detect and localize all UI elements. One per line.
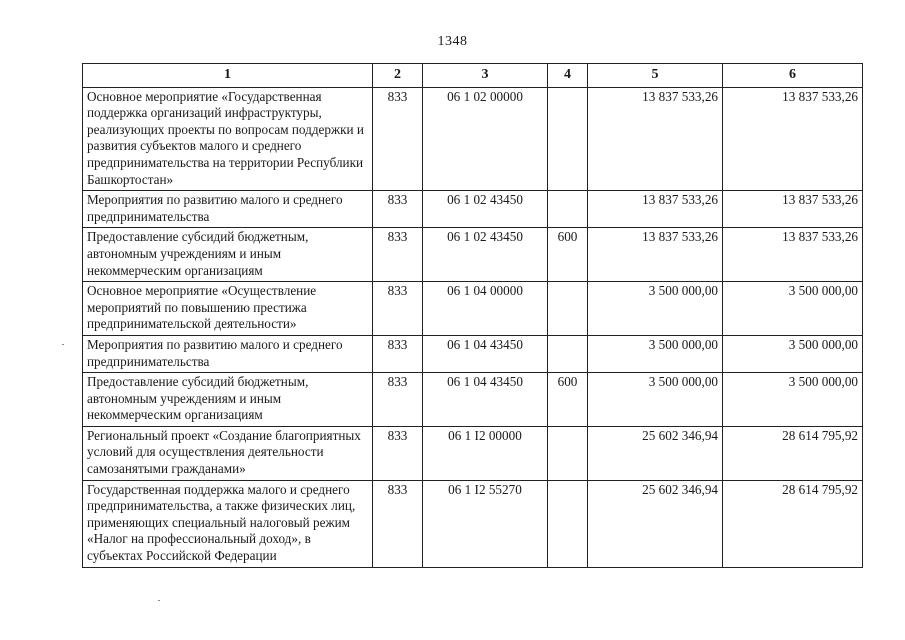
- scan-speck: [62, 344, 64, 345]
- row-col6: 13 837 533,26: [723, 191, 863, 228]
- row-name: Региональный проект «Создание благоприятных условий для осуществления деятельности самозанятыми гражданами»: [83, 426, 373, 480]
- row-col2: 833: [373, 87, 423, 191]
- row-name: Предоставление субсидий бюджетным, автономным учреждениям и иным некоммерческим организациям: [83, 228, 373, 282]
- row-col6: 28 614 795,92: [723, 426, 863, 480]
- row-col5: 25 602 346,94: [588, 480, 723, 567]
- table-row: [83, 87, 863, 191]
- scan-speck: [158, 600, 160, 601]
- table-row: [83, 426, 863, 480]
- row-col6: 3 500 000,00: [723, 335, 863, 372]
- row-col5: 13 837 533,26: [588, 191, 723, 228]
- row-col2: 833: [373, 426, 423, 480]
- row-name: Государственная поддержка малого и среднего предпринимательства, а также физических лиц, применяющих специальный налоговый режим «Налог на профессиональный доход», в субъектах Российской Федерации: [83, 480, 373, 567]
- row-col6: 13 837 533,26: [723, 228, 863, 282]
- table-row: [83, 191, 863, 228]
- row-col3: 06 1 02 00000: [423, 87, 548, 191]
- row-col4: [548, 480, 588, 567]
- row-col3: 06 1 I2 00000: [423, 426, 548, 480]
- row-col4: [548, 282, 588, 336]
- header-cell-6: 6: [723, 64, 863, 88]
- row-col2: 833: [373, 480, 423, 567]
- row-col4: [548, 191, 588, 228]
- header-cell-2: 2: [373, 64, 423, 88]
- table-row: [83, 373, 863, 427]
- table-row: [83, 480, 863, 567]
- table-row: [83, 335, 863, 372]
- header-row: [83, 64, 863, 88]
- header-cell-3: 3: [423, 64, 548, 88]
- row-col6: 3 500 000,00: [723, 373, 863, 427]
- row-name: Основное мероприятие «Осуществление мероприятий по повышению престижа предпринимательской деятельности»: [83, 282, 373, 336]
- row-name: Основное мероприятие «Государственная поддержка организаций инфраструктуры, реализующих проекты по вопросам поддержки и развития субъектов малого и среднего предпринимательства на территории Республики Башкортостан»: [83, 87, 373, 191]
- row-col5: 13 837 533,26: [588, 87, 723, 191]
- table-header: [83, 64, 863, 88]
- row-col3: 06 1 02 43450: [423, 228, 548, 282]
- row-col4: 600: [548, 373, 588, 427]
- row-col4: [548, 87, 588, 191]
- row-col5: 3 500 000,00: [588, 373, 723, 427]
- header-cell-4: 4: [548, 64, 588, 88]
- row-col2: 833: [373, 282, 423, 336]
- row-col3: 06 1 I2 55270: [423, 480, 548, 567]
- row-col3: 06 1 04 00000: [423, 282, 548, 336]
- row-col4: [548, 335, 588, 372]
- table-body: [83, 87, 863, 567]
- row-col2: 833: [373, 335, 423, 372]
- row-col4: [548, 426, 588, 480]
- row-col6: 3 500 000,00: [723, 282, 863, 336]
- page-number: 1348: [437, 34, 468, 49]
- row-col3: 06 1 02 43450: [423, 191, 548, 228]
- row-name: Мероприятия по развитию малого и среднего предпринимательства: [83, 191, 373, 228]
- row-col5: 3 500 000,00: [588, 282, 723, 336]
- row-col3: 06 1 04 43450: [423, 373, 548, 427]
- row-col5: 3 500 000,00: [588, 335, 723, 372]
- row-col3: 06 1 04 43450: [423, 335, 548, 372]
- row-name: Предоставление субсидий бюджетным, автономным учреждениям и иным некоммерческим организациям: [83, 373, 373, 427]
- budget-table: [82, 63, 863, 568]
- row-col2: 833: [373, 373, 423, 427]
- row-name: Мероприятия по развитию малого и среднего предпринимательства: [83, 335, 373, 372]
- table-row: [83, 228, 863, 282]
- header-cell-1: 1: [83, 64, 373, 88]
- header-cell-5: 5: [588, 64, 723, 88]
- row-col5: 13 837 533,26: [588, 228, 723, 282]
- row-col4: 600: [548, 228, 588, 282]
- table-row: [83, 282, 863, 336]
- row-col5: 25 602 346,94: [588, 426, 723, 480]
- row-col2: 833: [373, 191, 423, 228]
- row-col6: 28 614 795,92: [723, 480, 863, 567]
- row-col6: 13 837 533,26: [723, 87, 863, 191]
- row-col2: 833: [373, 228, 423, 282]
